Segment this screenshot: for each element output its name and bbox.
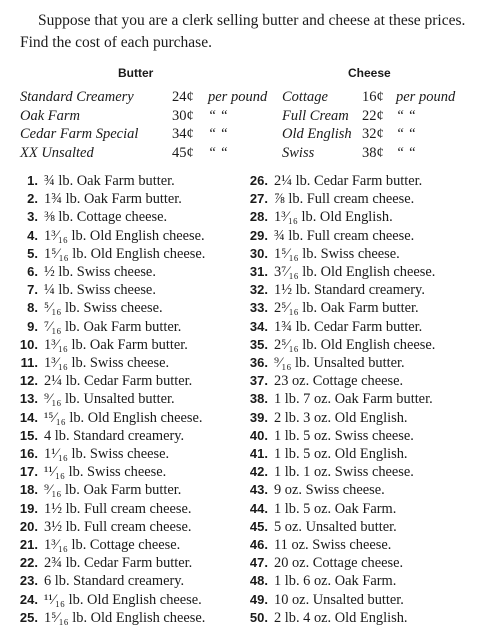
intro-text: Suppose that you are a clerk selling butter and cheese at these prices. Find the cost of each purchase. [20,12,466,51]
problem-text: 23 oz. Cottage cheese. [274,373,404,390]
problem-text: 1¾ lb. Oak Farm butter. [44,191,182,208]
problem-number: 6. [27,264,38,279]
product-price: 38¢ [362,144,384,161]
price-row [282,125,480,143]
problem-number: 49. [249,591,268,607]
product-name: Cottage [282,89,328,105]
problem-number: 42. [249,464,268,480]
problem-number: 32. [249,282,268,298]
problem-text: ½ lb. Swiss cheese. [44,264,156,280]
problem-text: 9 oz. Swiss cheese. [274,482,385,499]
problem-number: 10. [19,336,38,352]
problem-number: 33. [249,300,268,316]
product-name: Old English [282,126,352,142]
problem-text: 1¾ lb. Cedar Farm butter. [274,318,423,335]
problem-text: 1³⁄₁₆ lb. Oak Farm butter. [44,336,188,353]
problem-text: 1 lb. 1 oz. Swiss cheese. [274,464,414,481]
problem-text: 1 lb. 7 oz. Oak Farm butter. [274,391,433,408]
price-unit: “ “ [208,126,228,142]
problem-text: 1½ lb. Standard creamery. [274,282,425,299]
price-unit: “ “ [208,144,228,161]
problem-text: 2⁵⁄₁₆ lb. Oak Farm butter. [274,300,419,317]
cheese-heading: Cheese [348,66,391,80]
problem-number: 30. [249,245,268,261]
problem-number: 5. [27,245,38,261]
problem-text: ⁹⁄₁₆ lb. Unsalted butter. [44,391,175,408]
problem-number: 44. [249,500,268,516]
problem-number: 13. [19,391,38,407]
product-name: Cedar Farm Special [20,126,139,142]
product-price: 30¢ [172,107,194,124]
problem-number: 11. [20,355,38,370]
problem-number: 4. [27,227,38,243]
problem-number: 2. [27,191,38,207]
problem-number: 9. [27,318,38,334]
problem-number: 47. [249,555,268,571]
product-price: 32¢ [362,126,384,142]
product-name: XX Unsalted [20,144,94,161]
price-unit: “ “ [396,144,416,161]
price-row [20,144,240,162]
problem-text: ¾ lb. Full cream cheese. [274,227,415,244]
problem-number: 17. [19,464,38,480]
price-row [20,88,268,106]
problem-number: 24. [19,591,38,607]
butter-heading: Butter [118,66,154,80]
problem-number: 12. [19,373,38,389]
problem-text: 2 lb. 3 oz. Old English. [274,409,408,426]
problem-number: 23. [19,573,38,589]
problem-number: 29. [249,227,268,243]
problem-number: 7. [27,282,38,298]
product-price: 16¢ [362,89,384,105]
problem-text: 1³⁄₁₆ lb. Cottage cheese. [44,537,181,553]
problem-text: ⁷⁄₁₆ lb. Oak Farm butter. [44,318,182,335]
product-price: 24¢ [172,89,194,105]
problem-text: ⅜ lb. Cottage cheese. [44,209,168,226]
problem-number: 19. [19,500,38,516]
problem-number: 18. [19,482,38,498]
problem-text: 6 lb. Standard creamery. [44,573,185,590]
problem-number: 8. [27,300,38,316]
product-price: 34¢ [172,126,194,142]
price-unit: “ “ [396,126,416,142]
problem-number: 43. [249,482,268,498]
product-name: Oak Farm [20,107,81,124]
problem-number: 48. [249,573,268,589]
price-row [282,88,480,106]
problem-text: 2⁵⁄₁₆ lb. Old English cheese. [274,336,436,353]
price-unit: “ “ [396,107,416,124]
problem-text: 2 lb. 4 oz. Old English. [274,609,408,626]
problem-text: 3⁷⁄₁₆ lb. Old English cheese. [274,264,436,280]
problem-text: ¹⁵⁄₁₆ lb. Old English cheese. [44,409,203,426]
problem-number: 14. [19,409,38,425]
price-unit: per pound [208,89,268,105]
problem-text: 1³⁄₁₆ lb. Old English. [274,209,393,226]
problem-text: ¹¹⁄₁₆ lb. Old English cheese. [44,591,202,608]
problem-text: 4 lb. Standard creamery. [44,427,185,444]
problem-text: 1 lb. 5 oz. Swiss cheese. [274,427,414,444]
problem-text: 2¾ lb. Cedar Farm butter. [44,555,193,572]
problem-text: ⅞ lb. Full cream cheese. [274,191,415,208]
problem-number: 46. [249,537,268,552]
problem-number: 27. [249,191,268,207]
problem-text: 20 oz. Cottage cheese. [274,555,404,572]
problem-text: ¹¹⁄₁₆ lb. Swiss cheese. [44,464,167,481]
problem-text: 1³⁄₁₆ lb. Old English cheese. [44,227,205,244]
product-name: Standard Creamery [20,89,134,105]
problem-number: 1. [27,173,38,188]
problem-text: 1⁵⁄₁₆ lb. Swiss cheese. [274,245,400,262]
problem-text: 1½ lb. Full cream cheese. [44,500,192,517]
problem-text: ¼ lb. Swiss cheese. [44,282,156,299]
product-price: 45¢ [172,144,194,161]
problem-text: 11 oz. Swiss cheese. [274,537,392,553]
problem-text: ⁹⁄₁₆ lb. Oak Farm butter. [44,482,182,499]
problem-number: 34. [249,318,268,334]
problem-number: 41. [249,446,268,461]
problem-text: 2¼ lb. Cedar Farm butter. [44,373,193,390]
problem-number: 50. [249,609,268,625]
problem-number: 21. [19,537,38,552]
problem-number: 35. [249,336,268,352]
problem-number: 16. [19,446,38,461]
price-unit: “ “ [208,107,228,124]
problem-number: 45. [249,518,268,534]
problem-number: 25. [19,609,38,625]
problem-text: ⁵⁄₁₆ lb. Swiss cheese. [44,300,163,317]
problem-number: 36. [249,355,268,370]
problem-number: 20. [19,518,38,534]
problem-text: 1⁵⁄₁₆ lb. Old English cheese. [44,245,206,262]
problem-number: 22. [19,555,38,571]
price-row [282,144,480,162]
problem-number: 38. [249,391,268,407]
problem-number: 15. [19,427,38,443]
intro-paragraph [20,10,470,54]
product-price: 22¢ [362,107,384,124]
problem-text: 1¹⁄₁₆ lb. Swiss cheese. [44,446,170,462]
problem-text: 3½ lb. Full cream cheese. [44,518,192,535]
problem-text: 10 oz. Unsalted butter. [274,591,404,608]
problem-number: 26. [249,173,268,188]
problem-text: 1⁵⁄₁₆ lb. Old English cheese. [44,609,206,626]
problem-text: 5 oz. Unsalted butter. [274,518,397,535]
problem-text: ⁹⁄₁₆ lb. Unsalted butter. [274,355,405,371]
problem-text: ¾ lb. Oak Farm butter. [44,173,175,189]
problem-text: 1 lb. 6 oz. Oak Farm. [274,573,397,590]
problem-number: 39. [249,409,268,425]
problem-text: 1³⁄₁₆ lb. Swiss cheese. [44,355,170,371]
problem-text: 2¼ lb. Cedar Farm butter. [274,173,423,189]
problem-text: 1 lb. 5 oz. Oak Farm. [274,500,397,517]
problem-text: 1 lb. 5 oz. Old English. [274,446,408,462]
product-name: Swiss [282,144,315,161]
price-row [20,107,240,125]
problem-number: 3. [27,209,38,225]
problem-number: 31. [249,264,268,279]
problem-number: 37. [249,373,268,389]
price-unit: per pound [396,89,456,105]
problem-number: 28. [249,209,268,225]
price-row [20,125,240,143]
product-name: Full Cream [282,107,349,124]
price-row [282,107,480,125]
problem-number: 40. [249,427,268,443]
